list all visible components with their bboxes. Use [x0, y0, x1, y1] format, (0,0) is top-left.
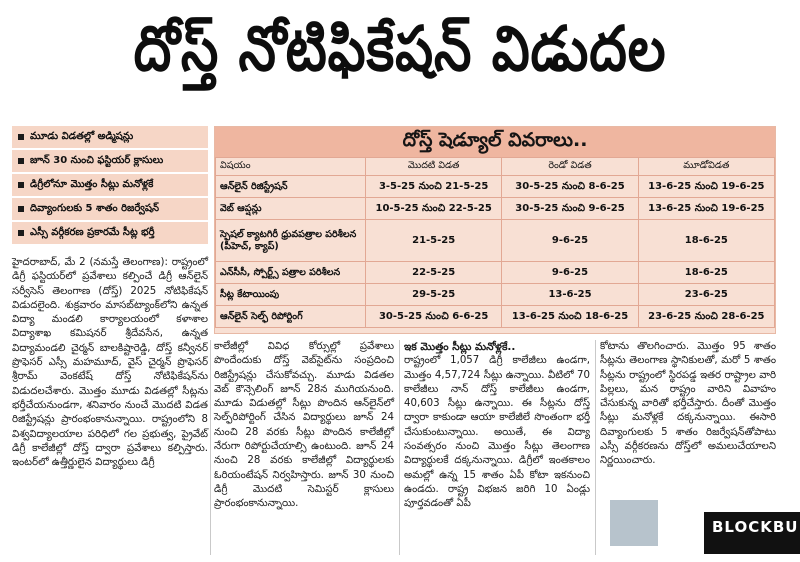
- bullet-icon: [18, 158, 24, 164]
- column-header: రెండో విడత: [502, 158, 638, 176]
- schedule-table: [215, 157, 775, 328]
- highlights-list: [12, 126, 208, 246]
- table-cell: 10-5-25 నుంచి 22-5-25: [366, 198, 502, 220]
- highlight-text: మూడు విడతల్లో అడ్మిషన్లు: [30, 131, 134, 142]
- column-divider: [399, 340, 400, 555]
- highlight-item: [12, 126, 208, 150]
- article-text: హైదరాబాద్, మే 2 (నమస్తే తెలంగాణ): రాష్ట్రంలో డిగ్రీ ఫస్టియర్‌లో ప్రవేశాలు కల్పించే డిగ్రీ ఆన్‌లైన్ సర్వీసెస్ తెలంగాణ (దోస్త్) 2025 నోటిఫికేషన్ విడుదలైంది. శుక్రవారం మాసబ్‌ట్యాంక్‌లోని ఉన్నత విద్యా మండలి కార్యాలయంలో కళాశాల విద్యాశాఖ కమిషనర్ శ్రీదేవసేన, ఉన్నత విద్యామండలి చైర్మన్ బాలకిష్టారెడ్డి, దోస్త్ కన్వీనర్ ప్రొఫెసర్ ఎస్సీ మహమూద్, వైస్ చైర్మన్ ప్రొఫెసర్ శ్రీరామ్ వెంకటేష్ దోస్త్ నోటిఫికేషన్‌ను విడుదలచేశారు. మొత్తం మూడు విడతల్లో సీట్లను భర్తీచేయనుండగా, శనివారం నుంచే మొదటి విడత రిజిస్ట్రేషన్లు ప్రారంభంకానున్నాయి. రాష్ట్రంలోని 8 విశ్వవిద్యాలయాల పరిధిలో గల ప్రభుత్వ, ప్రైవేట్ డిగ్రీ కాలేజీల్లో దోస్త్ ద్వారా ప్రవేశాలు కల్పిస్తారు. ఇంటర్‌లో ఉత్తీర్ణులైన విద్యార్థులు డిగ్రీ: [12, 257, 208, 469]
- table-row: [216, 306, 775, 328]
- bullet-icon: [18, 206, 24, 212]
- table-cell: 13-6-25 నుంచి 19-6-25: [638, 198, 774, 220]
- highlight-text: ఎస్సీ వర్గీకరణ ప్రకారమే సీట్ల భర్తీ: [30, 227, 155, 238]
- table-cell: 13-6-25: [502, 284, 638, 306]
- schedule-box: [214, 126, 776, 334]
- column-header: మొదటి విడత: [366, 158, 502, 176]
- highlight-item: [12, 174, 208, 198]
- table-cell: 23-6-25 నుంచి 28-6-25: [638, 306, 774, 328]
- advertisement: BLOCKBU: [704, 512, 800, 554]
- article-text: కోటాను తొలగించారు. మొత్తం 95 శాతం సీట్లను తెలంగాణ స్థానికులతో, మరో 5 శాతం సీట్లను రాష్ట్రంలో స్థిరపడ్డ ఇతర రాష్ట్రాల వారి పిల్లలు, మన రాష్ట్రం వారిని వివాహం చేసుకున్న వారితో భర్తీచేస్తారు. దీంతో మొత్తం సీట్లు మనోళ్లకే దక్కనున్నాయి. ఈసారి దివ్యాంగులకు 5 శాతం రిజర్వేషన్‌తోపాటు ఎస్సీ వర్గీకరణను దోస్త్‌లో అమలుచేయాలని నిర్ణయించారు.: [600, 341, 776, 467]
- table-cell: 18-6-25: [638, 220, 774, 262]
- table-cell: 9-6-25: [502, 262, 638, 284]
- row-label: సీట్ల కేటాయింపు: [216, 284, 366, 306]
- table-cell: 30-5-25 నుంచి 9-6-25: [502, 198, 638, 220]
- schedule-title: దోస్త్ షెడ్యూల్ వివరాలు..: [215, 127, 775, 157]
- bullet-icon: [18, 134, 24, 140]
- table-cell: 9-6-25: [502, 220, 638, 262]
- column-header: మూడోవిడత: [638, 158, 774, 176]
- article-text: రాష్ట్రంలో 1,057 డిగ్రీ కాలేజీలు ఉండగా, మొత్తం 4,57,724 సీట్లు ఉన్నాయి. వీటిలో 70 కాలేజీలు నాన్ దోస్త్ కాలేజీలు ఉండగా, 40,603 సీట్లు ఉన్నాయి. ఈ సీట్లను దోస్త్ ద్వారా కాకుండా ఆయా కాలేజీలే సొంతంగా భర్తీ చేసుకుంటున్నాయి. అయితే, ఈ విద్యా సంవత్సరం నుంచి మొత్తం సీట్లు తెలంగాణ విద్యార్థులకే దక్కనున్నాయి. డిగ్రీలో ఇంతకాలం అమల్లో ఉన్న 15 శాతం ఏపీ కోటా ఇకనుంచి ఉండదు. రాష్ట్ర విభజన జరిగి 10 ఏండ్లు పూర్తవడంతో ఏపీ: [404, 355, 590, 510]
- article-column-4: [600, 340, 776, 469]
- column-header: విషయం: [216, 158, 366, 176]
- column-divider: [210, 340, 211, 555]
- table-cell: 30-5-25 నుంచి 8-6-25: [502, 176, 638, 198]
- table-cell: 18-6-25: [638, 262, 774, 284]
- table-row: [216, 262, 775, 284]
- row-label: వెబ్ ఆప్షన్లు: [216, 198, 366, 220]
- article-column-3: [404, 340, 590, 512]
- highlight-item: [12, 222, 208, 246]
- table-cell: 3-5-25 నుంచి 21-5-25: [366, 176, 502, 198]
- highlight-item: [12, 198, 208, 222]
- article-column-1: [12, 256, 208, 470]
- table-cell: 22-5-25: [366, 262, 502, 284]
- table-row: [216, 284, 775, 306]
- table-row: [216, 220, 775, 262]
- highlight-item: [12, 150, 208, 174]
- headline: దోస్త్ నోటిఫికేషన్ విడుదల: [133, 12, 667, 85]
- highlight-text: జూన్ 30 నుంచి ఫస్టియర్ క్లాసులు: [30, 155, 164, 166]
- row-label: ఆన్‌లైన్ సెల్ఫ్ రిపోర్టింగ్: [216, 306, 366, 328]
- table-row: [216, 198, 775, 220]
- highlight-text: డిగ్రీలోనూ మొత్తం సీట్లు మనోళ్లకే: [30, 179, 154, 190]
- article-column-2: [214, 340, 394, 512]
- column-divider: [595, 340, 596, 555]
- row-label: ఎన్‌సీసీ, స్పోర్ట్స్ పత్రాల పరిశీలన: [216, 262, 366, 284]
- table-header-row: [216, 158, 775, 176]
- table-cell: 23-6-25: [638, 284, 774, 306]
- table-row: [216, 176, 775, 198]
- row-label: స్పెషల్ క్యాటగిరీ ధ్రువపత్రాల పరిశీలన (పీహెచ్, క్యాప్): [216, 220, 366, 262]
- bullet-icon: [18, 182, 24, 188]
- article-text: కాలేజీల్లో వివిధ కోర్సుల్లో ప్రవేశాలు పొందేందుకు దోస్త్ వెబ్‌సైట్‌ను సంప్రదించి రిజిస్ట్రేషన్లు చేసుకోవచ్చు. మూడు విడతల వెబ్ కౌన్సెలింగ్ జూన్ 28న ముగియనుంది. మూడు విడుతల్లో సీట్లు పొందిన ఆన్‌లైన్‌లో సెల్ఫ్‌రిపోర్టింగ్ చేసిన విద్యార్థులు జూన్ 24 నుంచి 28 వరకు సీట్లు పొందిన కాలేజీల్లో నేరుగా రిపోర్టుచేయాల్సి ఉంటుంది. జూన్ 24 నుంచి 28 వరకు కాలేజీల్లో విద్యార్థులకు ఓరియంటేషన్ నిర్వహిస్తారు. జూన్ 30 నుంచి డిగ్రీ మొదటి సెమిస్టర్ క్లాసులు ప్రారంభంకానున్నాయి.: [214, 341, 394, 510]
- image-placeholder: [610, 500, 658, 546]
- table-cell: 13-6-25 నుంచి 18-6-25: [502, 306, 638, 328]
- subheading: ఇక మొత్తం సీట్లు మనోళ్లకే..: [404, 341, 516, 353]
- table-cell: 30-5-25 నుంచి 6-6-25: [366, 306, 502, 328]
- row-label: ఆన్‌లైన్ రిజిస్ట్రేషన్: [216, 176, 366, 198]
- highlight-text: దివ్యాంగులకు 5 శాతం రిజర్వేషన్: [30, 203, 160, 214]
- table-cell: 13-6-25 నుంచి 19-6-25: [638, 176, 774, 198]
- table-cell: 21-5-25: [366, 220, 502, 262]
- table-cell: 29-5-25: [366, 284, 502, 306]
- bullet-icon: [18, 230, 24, 236]
